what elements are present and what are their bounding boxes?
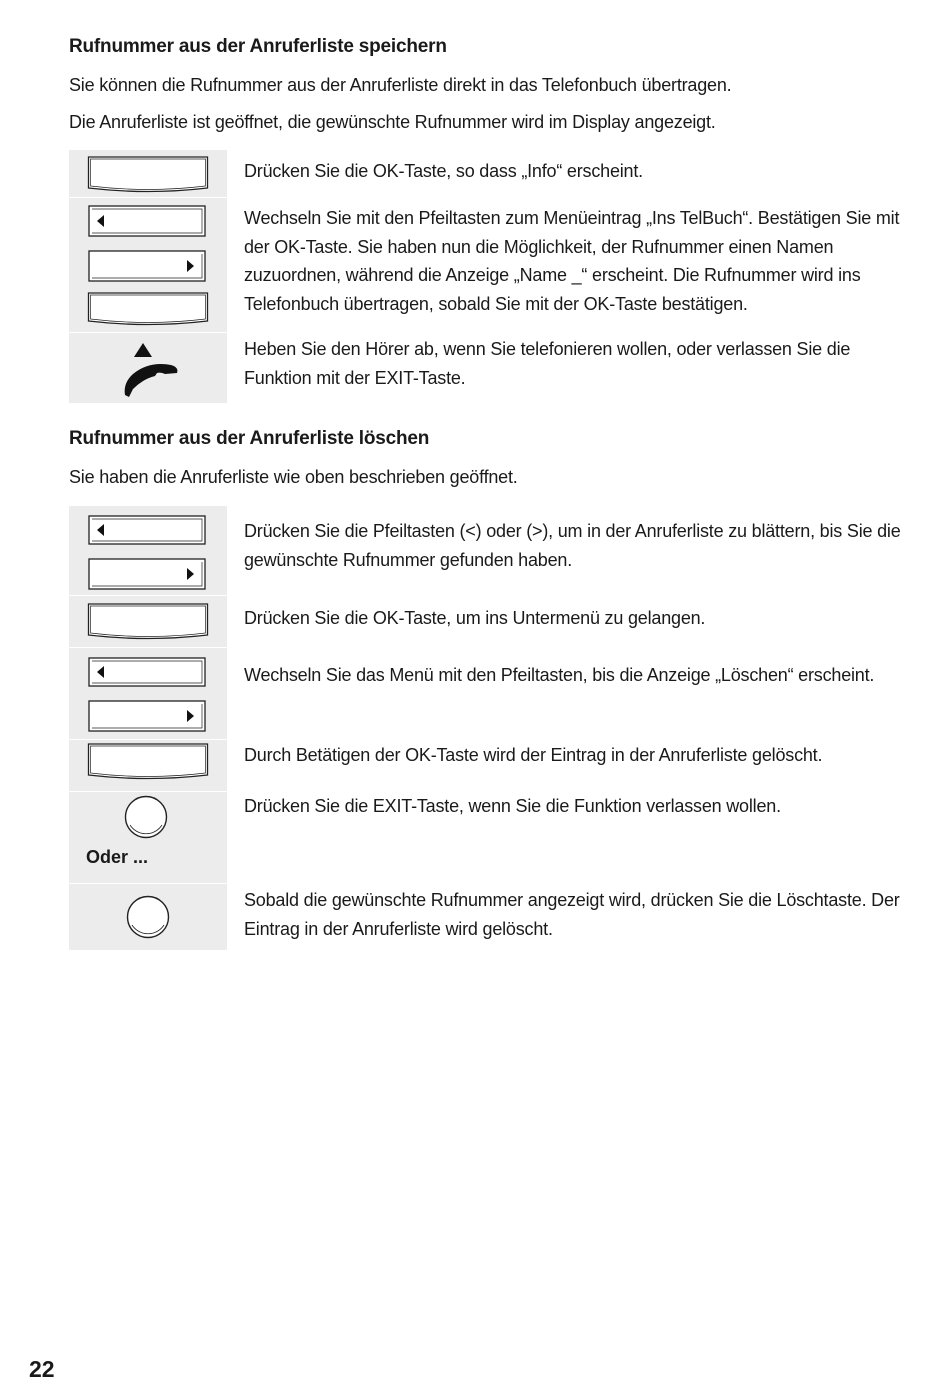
step-item: [69, 884, 929, 951]
step-text: Sobald die gewünschte Rufnummer angezeigt wird, drücken Sie die Löschtaste. Der Eintrag in der Anruferliste wird gelöscht.: [244, 890, 900, 939]
ok-key-icon: [87, 742, 209, 782]
ok-key-icon: [87, 602, 209, 642]
step-item: [69, 792, 929, 884]
delete-key-icon: [125, 894, 171, 940]
step-item: [69, 596, 929, 648]
arrow-keys-icon: [87, 514, 209, 594]
step-item: [69, 506, 929, 596]
step-text: Drücken Sie die OK-Taste, um ins Untermenü zu gelangen.: [244, 608, 706, 628]
step-text: Drücken Sie die OK-Taste, so dass „Info“ erscheint.: [244, 161, 643, 181]
icon-panel: [69, 792, 227, 884]
or-label: Oder ...: [86, 847, 149, 867]
intro-text: Die Anruferliste ist geöffnet, die gewünschte Rufnummer wird im Display angezeigt.: [69, 112, 716, 132]
arrow-keys-and-ok-key-icon: [87, 204, 209, 328]
step-text: Wechseln Sie mit den Pfeiltasten zum Menüeintrag „Ins TelBuch“. Bestätigen Sie mit der OK-Taste. Sie haben nun die Möglichkeit, der Rufnummer einen Namen zuzuordnen, während die Anzeige „Name _“ erscheint. Die Rufnummer wird ins Telefonbuch übertragen, sobald Sie mit der OK-Taste bestätigen.: [244, 208, 900, 314]
intro-text: Sie haben die Anruferliste wie oben beschrieben geöffnet.: [69, 467, 518, 487]
ok-key-icon: [87, 155, 209, 193]
section-title-delete: Rufnummer aus der Anruferliste löschen: [69, 428, 430, 449]
intro-text: Sie können die Rufnummer aus der Anruferliste direkt in das Telefonbuch übertragen.: [69, 75, 732, 95]
step-item: [69, 740, 929, 792]
step-text: Wechseln Sie das Menü mit den Pfeiltasten, bis die Anzeige „Löschen“ erscheint.: [244, 665, 875, 685]
step-text: Drücken Sie die EXIT-Taste, wenn Sie die Funktion verlassen wollen.: [244, 796, 781, 816]
step-text: Durch Betätigen der OK-Taste wird der Eintrag in der Anruferliste gelöscht.: [244, 745, 823, 765]
page-number: 22: [29, 1356, 55, 1382]
step-item: [69, 198, 929, 333]
step-item: [69, 150, 929, 198]
step-list-save: [69, 150, 929, 404]
step-text: Drücken Sie die Pfeiltasten (<) oder (>), um in der Anruferliste zu blättern, bis Sie die gewünschte Rufnummer gefunden haben.: [244, 521, 901, 570]
icon-panel: [69, 506, 227, 596]
icon-panel: [69, 740, 227, 792]
step-list-delete: [69, 506, 929, 951]
step-text: Heben Sie den Hörer ab, wenn Sie telefonieren wollen, oder verlassen Sie die Funktion mit der EXIT-Taste.: [244, 339, 851, 388]
section-title-save: Rufnummer aus der Anruferliste speichern: [69, 36, 447, 57]
exit-key-icon: [123, 794, 169, 840]
icon-panel: [69, 198, 227, 333]
handset-lift-icon: [119, 341, 183, 399]
arrow-keys-icon: [87, 656, 209, 736]
icon-panel: [69, 150, 227, 198]
icon-panel: [69, 648, 227, 740]
step-item: [69, 333, 929, 404]
icon-panel: [69, 596, 227, 648]
icon-panel: [69, 333, 227, 404]
step-item: [69, 648, 929, 740]
icon-panel: [69, 884, 227, 951]
